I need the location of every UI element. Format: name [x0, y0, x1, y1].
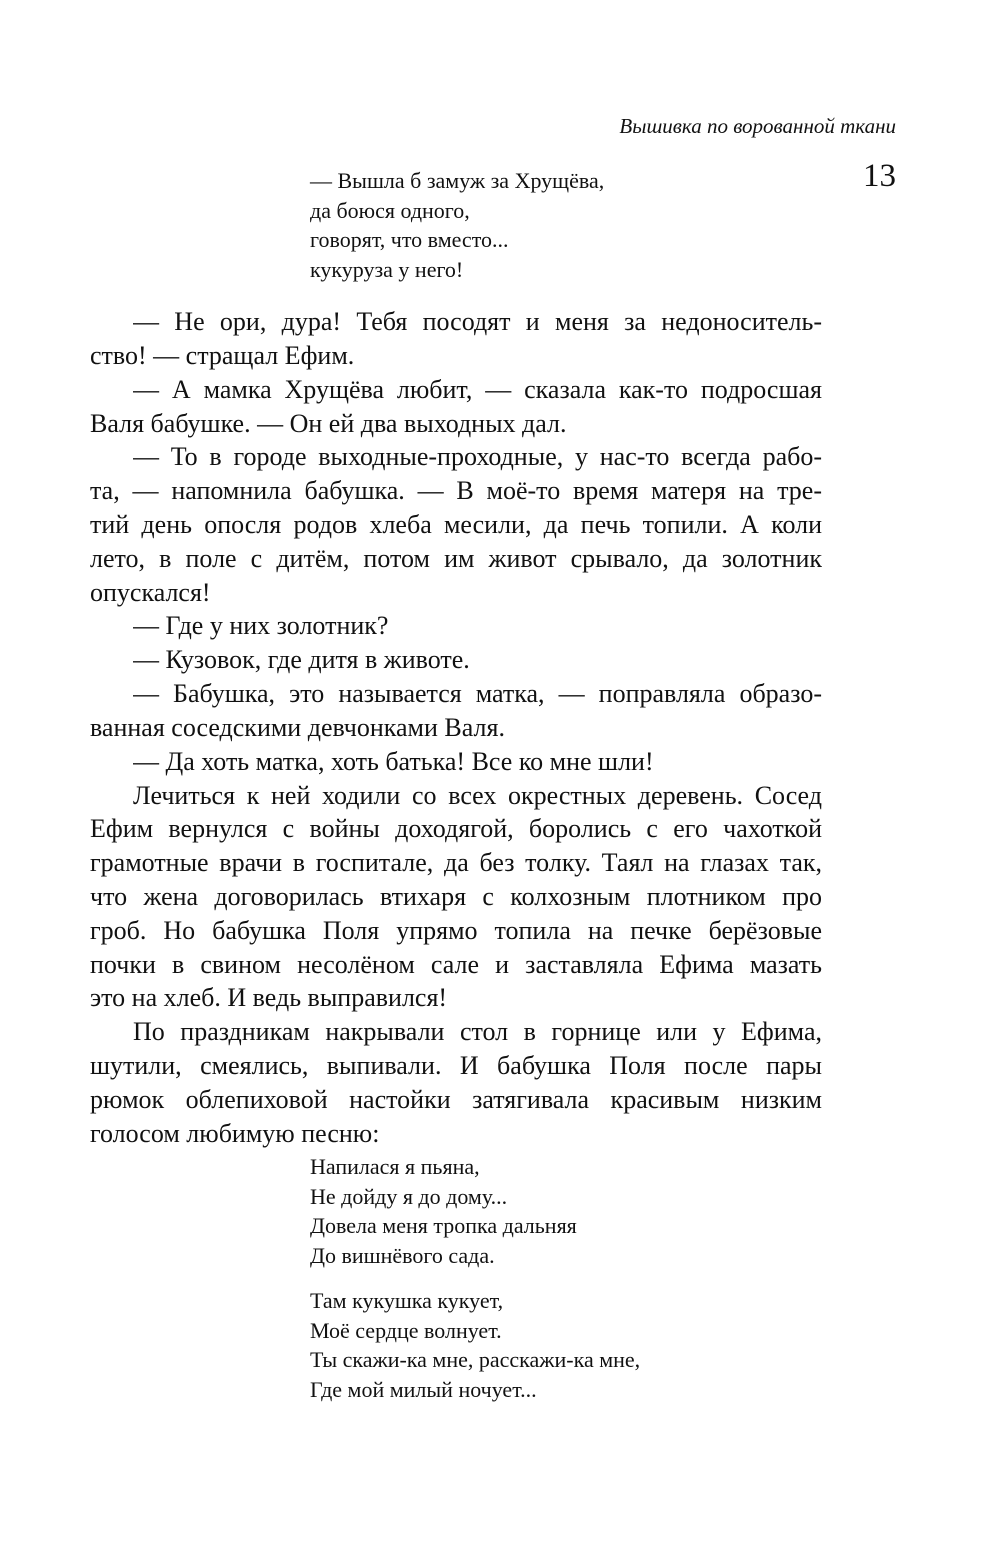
page-number: 13: [863, 158, 896, 194]
verse-khrushchev: [310, 166, 604, 284]
text-line: голосом любимую песню:: [90, 1119, 380, 1148]
text-line: — То в городе выходные-проходные, у нас-то всегда рабо-: [133, 442, 822, 471]
verse-line: Где мой милый ночует...: [310, 1376, 537, 1402]
verse-line: Напилася я пьяна,: [310, 1154, 480, 1179]
text-line: ство! — стращал Ефим.: [90, 341, 355, 370]
running-title: Вышивка по ворованной ткани: [619, 114, 896, 138]
song-stanza-2: [310, 1286, 640, 1404]
verse-line: Не дойду я до дому...: [310, 1183, 508, 1209]
text-line: — Не ори, дура! Тебя посодят и меня за недоноситель-: [133, 307, 822, 336]
text-line: лето, в поле с дитём, потом им живот срывало, да золотник: [90, 544, 822, 573]
text-line: ванная соседскими девчонками Валя.: [90, 713, 505, 742]
verse-line: Ты скажи-ка мне, расскажи-ка мне,: [310, 1347, 641, 1372]
verse-line: Довела меня тропка дальняя: [310, 1213, 577, 1238]
text-line: это на хлеб. И ведь выправился!: [90, 983, 448, 1012]
text-line: почки в свином несолёном сале и заставляла Ефима мазать: [90, 950, 822, 979]
verse-line: да боюся одного,: [310, 197, 470, 223]
text-line: гроб. Но бабушка Поля упрямо топила на печке берёзовые: [90, 916, 822, 945]
text-line: — Где у них золотник?: [133, 611, 389, 640]
text-line: Ефим вернулся с войны доходягой, боролись с его чахоткой: [90, 814, 822, 843]
text-line: грамотные врачи в госпитале, да без толку. Таял на глазах так,: [90, 848, 822, 877]
verse-line: Там кукушка кукует,: [310, 1288, 504, 1313]
verse-line: Моё сердце волнует.: [310, 1317, 502, 1343]
verse-line: кукуруза у него!: [310, 256, 464, 282]
text-line: шутили, смеялись, выпивали. И бабушка Поля после пары: [90, 1051, 822, 1080]
text-line: По праздникам накрывали стол в горнице или у Ефима,: [133, 1017, 822, 1046]
text-line: тий день опосля родов хлеба месили, да печь топили. А коли: [90, 510, 822, 539]
text-line: — Бабушка, это называется матка, — поправляла образо-: [133, 679, 822, 708]
text-line: — А мамка Хрущёва любит, — сказала как-то подросшая: [133, 375, 822, 404]
text-line: рюмок облепиховой настойки затягивала красивым низким: [90, 1085, 822, 1114]
verse-line: говорят, что вместо...: [310, 227, 509, 252]
text-line: Лечиться к ней ходили со всех окрестных деревень. Сосед: [133, 781, 822, 810]
text-line: та, — напомнила бабушка. — В моё-то время матеря на тре-: [90, 476, 822, 505]
text-line: что жена договорилась втихаря с колхозным плотником про: [90, 882, 822, 911]
text-line: — Кузовок, где дитя в животе.: [133, 645, 470, 674]
verse-line: До вишнёвого сада.: [310, 1242, 495, 1268]
text-line: — Да хоть матка, хоть батька! Все ко мне шли!: [133, 747, 654, 776]
text-line: опускался!: [90, 578, 211, 607]
text-line: Валя бабушке. — Он ей два выходных дал.: [90, 409, 567, 438]
song-stanza-1: [310, 1152, 577, 1270]
verse-line: — Вышла б замуж за Хрущёва,: [310, 168, 605, 193]
